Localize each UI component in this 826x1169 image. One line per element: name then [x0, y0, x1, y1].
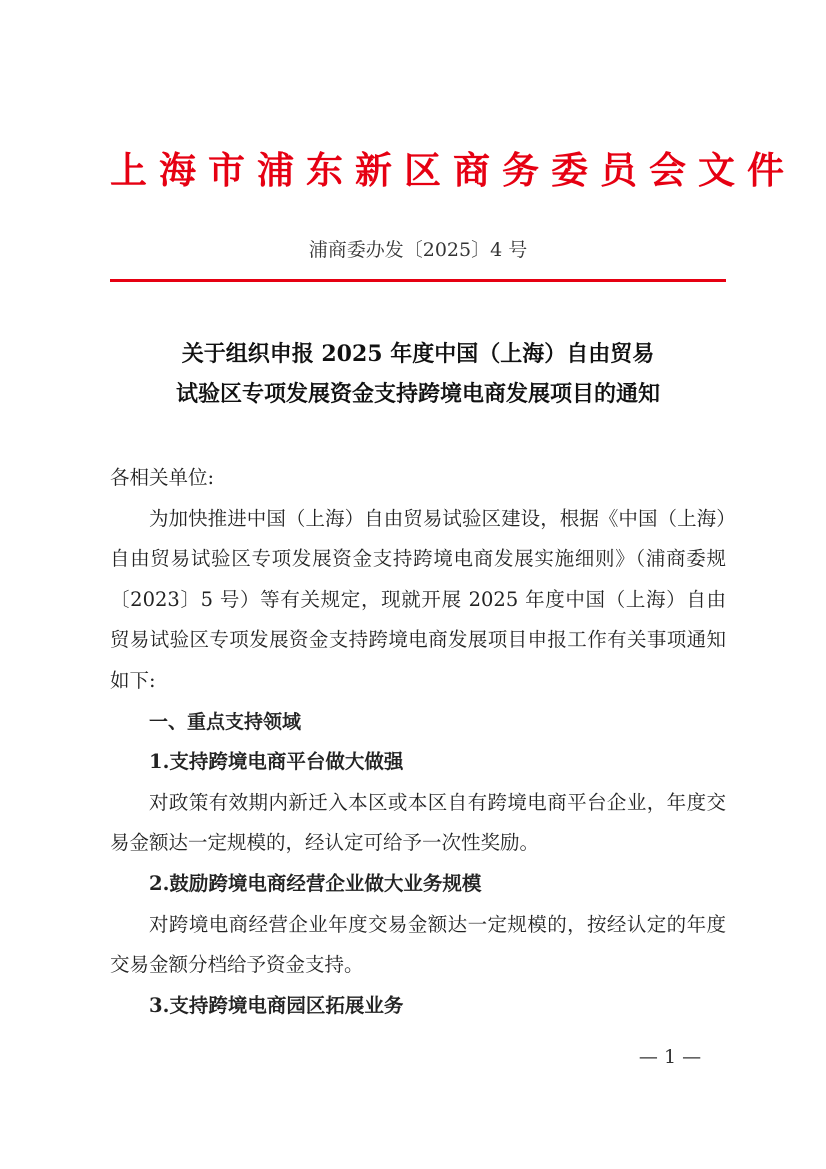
- item-heading-2: 2.鼓励跨境电商经营企业做大业务规模: [149, 871, 482, 895]
- notice-title: [110, 334, 726, 414]
- document-number: 浦商委办发〔2025〕4 号: [308, 239, 528, 261]
- document-body: [110, 458, 726, 1026]
- intro-paragraph: 为加快推进中国（上海）自由贸易试验区建设，根据《中国（上海）自由贸易试验区专项发展资金支持跨境电商发展实施细则》（浦商委规〔2023〕5 号）等有关规定，现就开展 2025 年度中国（上海）自由贸易试验区专项发展资金支持跨境电商发展项目申报工作有关事项通知如下:: [110, 506, 726, 692]
- notice-title-line-2: 试验区专项发展资金支持跨境电商发展项目的通知: [175, 381, 660, 407]
- item-paragraph-1: 对政策有效期内新迁入本区或本区自有跨境电商平台企业，年度交易金额达一定规模的，经认定可给予一次性奖励。: [110, 790, 726, 855]
- notice-title-line-1: 关于组织申报 2025 年度中国（上海）自由贸易: [181, 341, 655, 367]
- issuer-header-title: 上海市浦东新区商务委员会文件: [110, 148, 796, 192]
- section-heading-1: 一、重点支持领域: [149, 710, 302, 733]
- salutation: 各相关单位:: [110, 466, 215, 489]
- page-number: — 1 —: [638, 1046, 702, 1068]
- item-heading-1: 1.支持跨境电商平台做大做强: [149, 750, 404, 774]
- item-heading-3: 3.支持跨境电商园区拓展业务: [149, 993, 404, 1017]
- item-paragraph-2: 对跨境电商经营企业年度交易金额达一定规模的，按经认定的年度交易金额分档给予资金支持。: [110, 912, 726, 977]
- header-red-divider: [110, 279, 726, 282]
